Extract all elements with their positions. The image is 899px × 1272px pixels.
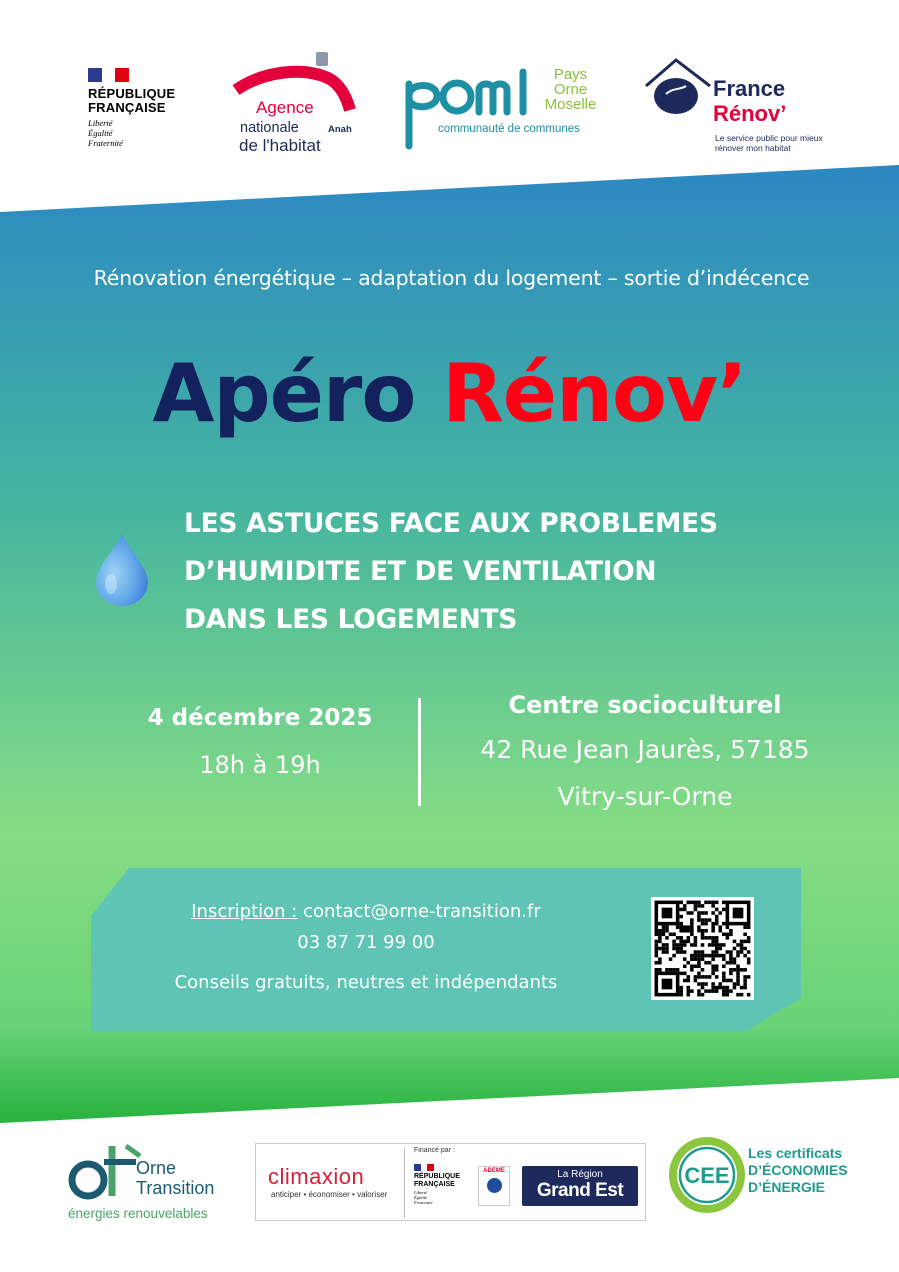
region-grand-est-logo — [522, 1166, 638, 1206]
registration-text — [151, 898, 581, 998]
france-renov-line1: France — [713, 76, 786, 101]
topic-line-3: DANS LES LOGEMENTS — [184, 604, 518, 635]
subtitle: Rénovation énergétique – adaptation du logement – sortie d’indécence — [93, 266, 810, 290]
french-flag-icon — [88, 68, 129, 82]
event-time: 18h à 19h — [199, 751, 321, 779]
orne-transition-tagline: énergies renouvelables — [68, 1206, 208, 1221]
event-location — [440, 684, 850, 820]
partner-box — [255, 1143, 646, 1221]
region-line2: Grand Est — [536, 1180, 624, 1201]
ademe-logo — [478, 1166, 510, 1206]
pom-name: Pays Orne Moselle — [544, 66, 597, 113]
event-venue: Centre socioculturel — [508, 691, 782, 719]
event-address-line2: Vitry-sur-Orne — [557, 782, 733, 811]
republique-francaise-logo — [88, 68, 198, 158]
region-line1: La Région — [557, 1169, 603, 1180]
france-renov-logo — [640, 56, 850, 156]
registration-note: Conseils gratuits, neutres et indépendants — [174, 972, 558, 993]
orne-transition-mark-icon — [66, 1140, 146, 1210]
climaxion-tagline: anticiper • économiser • valoriser — [271, 1190, 388, 1199]
cee-logo — [665, 1133, 855, 1219]
republique-small-name: RÉPUBLIQUE FRANÇAISE — [414, 1173, 460, 1188]
anah-line1: Agence — [256, 98, 314, 117]
registration-email[interactable]: contact@orne-transition.fr — [303, 901, 541, 922]
republique-small-motto: Liberté Égalité Fraternité — [414, 1190, 433, 1205]
ademe-emblem-icon — [487, 1178, 502, 1193]
topic-line-1: LES ASTUCES FACE AUX PROBLEMES — [184, 508, 718, 539]
event-datetime — [110, 700, 410, 794]
cee-badge-text: CEE — [684, 1163, 730, 1188]
anah-short: Anah — [328, 124, 352, 135]
climaxion-name: climaxion — [268, 1164, 365, 1189]
registration-box — [91, 868, 801, 1031]
republique-small-logo — [414, 1164, 460, 1205]
france-renov-house-icon — [640, 56, 720, 126]
cee-text: Les certificats D’ÉCONOMIES D’ÉNERGIE — [748, 1145, 848, 1195]
france-renov-line2: Rénov’ — [713, 101, 787, 126]
cee-badge-icon — [665, 1133, 749, 1217]
qr-code-icon[interactable] — [651, 897, 754, 1000]
pays-orne-moselle-logo — [405, 64, 615, 154]
registration-label: Inscription : — [191, 901, 298, 922]
orne-transition-name: Orne Transition — [136, 1158, 215, 1198]
water-drop-icon — [94, 532, 150, 608]
topic-line-2: D’HUMIDITE ET DE VENTILATION — [184, 556, 657, 587]
anah-line3: de l'habitat — [239, 136, 321, 155]
french-flag-small-icon — [414, 1164, 434, 1171]
financed-by-label: Financé par : — [414, 1147, 455, 1154]
orne-transition-logo — [66, 1140, 246, 1230]
event-date: 4 décembre 2025 — [147, 705, 373, 731]
headline-renov: Rénov’ — [442, 347, 747, 440]
anah-logo — [232, 52, 362, 160]
headline — [0, 344, 899, 444]
partner-separator — [404, 1148, 405, 1218]
headline-apero: Apéro — [152, 347, 416, 440]
republique-motto: Liberté Égalité Fraternité — [88, 118, 123, 148]
ademe-name: ADEME — [483, 1168, 505, 1174]
republique-name: RÉPUBLIQUE FRANÇAISE — [88, 86, 176, 115]
header-logos — [0, 0, 899, 170]
topic-title — [184, 500, 864, 644]
registration-phone[interactable]: 03 87 71 99 00 — [297, 932, 435, 953]
event-address-line1: 42 Rue Jean Jaurès, 57185 — [480, 735, 810, 764]
anah-line2: nationale — [240, 120, 299, 136]
france-renov-tagline: Le service public pour mieux rénover mon habitat — [715, 133, 823, 153]
pom-tagline: communauté de communes — [438, 123, 580, 135]
divider — [418, 698, 421, 806]
